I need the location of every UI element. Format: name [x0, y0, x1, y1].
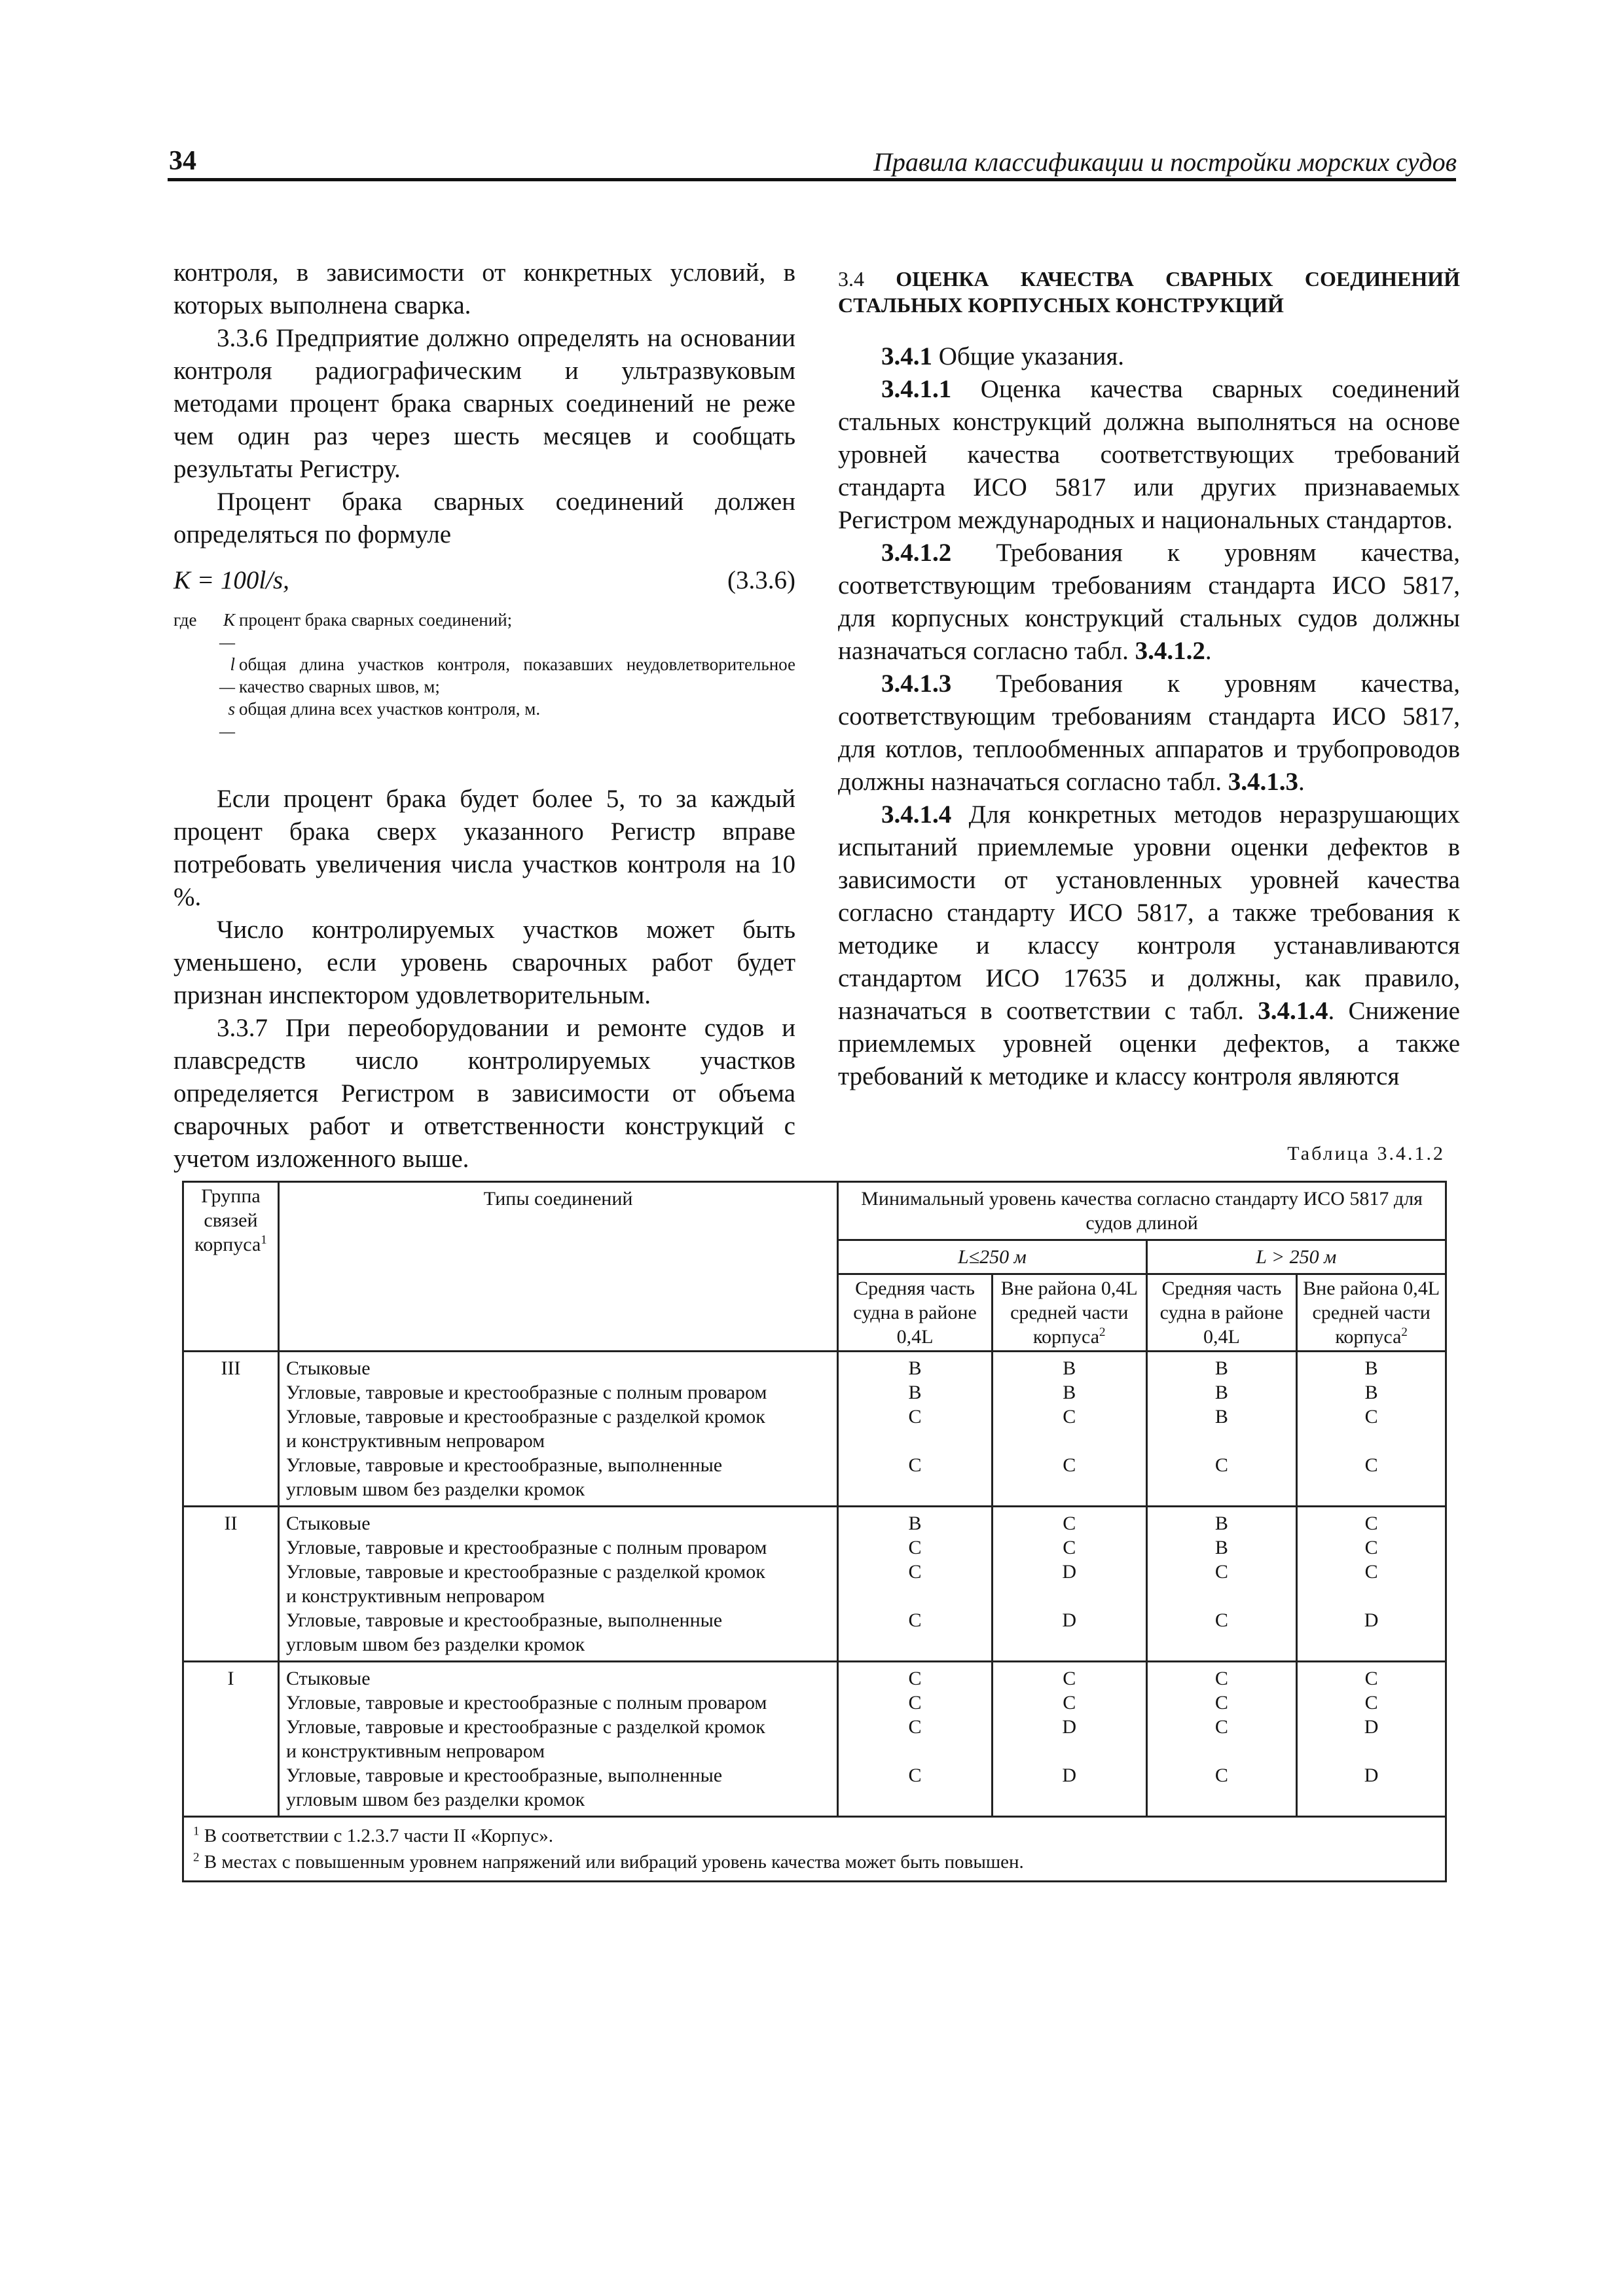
- paragraph: [173, 783, 795, 914]
- clause-number: 3.4.1: [881, 342, 932, 370]
- quality-cell: C C D D: [1297, 1662, 1446, 1817]
- paragraph-text: Предприятие должно определять на основании контроля радиографическим и ультразвуковым методами процент брака сварных соединений не реже чем один раз через шесть месяцев и сообщать результаты Регистру.: [173, 324, 795, 483]
- header-midship: Средняя часть судна в районе 0,4L: [1146, 1274, 1297, 1352]
- paragraph-3-3-6: [173, 322, 795, 486]
- header-outside: Вне района 0,4L средней части корпуса$^2$: [992, 1274, 1146, 1352]
- section-title: [838, 266, 1460, 318]
- clause-number: 3.3.7: [217, 1014, 268, 1042]
- quality-cell: B C C C: [838, 1507, 993, 1662]
- header-min-quality: Минимальный уровень качества согласно стандарту ИСО 5817 для судов длиной: [838, 1182, 1446, 1240]
- section-number: 3.4: [838, 267, 864, 291]
- table-header-row: [183, 1182, 1446, 1240]
- paragraph-3-3-7: [173, 1012, 795, 1175]
- paragraph-3-4-1-2: 3.4.1.2 Требования к уровням качества, соответствующим требованиям стандарта ИСО 5817, для корпусных конструкций стальных судов должны назначаться согласно табл. 3.4.1.2.: [838, 539, 1460, 665]
- paragraph-text: Число контролируемых участков может быть уменьшено, если уровень сварочных работ будет признан инспектором удовлетворительным.: [173, 916, 795, 1009]
- legend-symbol: K —: [219, 610, 235, 652]
- joint-types: Стыковые Угловые, тавровые и крестообразные с полным проваром Угловые, тавровые и крестообразные с разделкой кромок и конструктивным непроваром Угловые, тавровые и крестообразные, выполненные угловым швом без разделки кромок: [278, 1352, 837, 1507]
- header-midship: Средняя часть судна в районе 0,4L: [838, 1274, 993, 1352]
- legend-text: общая длина участков контроля, показавших неудовлетворительное качество сварных швов, м;: [239, 655, 795, 696]
- paragraph-text: Требования к уровням качества, соответствующим требованиям стандарта ИСО 5817, для корпусных конструкций стальных судов должны назначаться согласно табл.: [838, 539, 1460, 665]
- header-rule: [168, 178, 1456, 181]
- legend-text: общая длина всех участков контроля, м.: [239, 699, 541, 719]
- paragraph-text: Если процент брака будет более 5, то за каждый процент брака сверх указанного Регистр вправе потребовать увеличения числа участков контроля на 10 %.: [173, 785, 795, 911]
- table-reference: 3.4.1.4: [1258, 997, 1328, 1025]
- group-name: III: [183, 1352, 279, 1507]
- quality-cell: B B C C: [992, 1352, 1146, 1507]
- group-name: II: [183, 1507, 279, 1662]
- quality-cell: B B C C: [1146, 1507, 1297, 1662]
- paragraph-text: Процент брака сварных соединений должен определяться по формуле: [173, 488, 795, 548]
- quality-cell: B B C C: [838, 1352, 993, 1507]
- paragraph-text: контроля, в зависимости от конкретных условий, в которых выполнена сварка.: [173, 259, 795, 319]
- formula: [173, 564, 795, 597]
- legend-row: [173, 653, 795, 698]
- paragraph: [173, 257, 795, 322]
- section-title-text: ОЦЕНКА КАЧЕСТВА СВАРНЫХ СОЕДИНЕНИЙ СТАЛЬНЫХ КОРПУСНЫХ КОНСТРУКЦИЙ: [838, 267, 1460, 317]
- paragraph-3-4-1-3: 3.4.1.3 Требования к уровням качества, соответствующим требованиям стандарта ИСО 5817, для котлов, теплообменных аппаратов и трубопроводов должны назначаться согласно табл. 3.4.1.3.: [838, 670, 1460, 796]
- left-column: [173, 257, 795, 1175]
- header-types: Типы соединений: [278, 1182, 837, 1352]
- quality-cell: B B C C: [1297, 1352, 1446, 1507]
- header-length-le-250: L≤250 м: [838, 1240, 1146, 1274]
- table-reference: 3.4.1.3: [1228, 768, 1298, 796]
- legend-symbol: l —: [219, 655, 235, 696]
- table-footnotes-row: [183, 1817, 1446, 1882]
- legend-label: где: [173, 610, 197, 630]
- header-group: Группа связей корпуса$^1$: [183, 1182, 279, 1352]
- joint-types: Стыковые Угловые, тавровые и крестообразные с полным проваром Угловые, тавровые и крестообразные с разделкой кромок и конструктивным непроваром Угловые, тавровые и крестообразные, выполненные угловым швом без разделки кромок: [278, 1507, 837, 1662]
- quality-cell: C C D D: [992, 1662, 1146, 1817]
- paragraph-text: При переоборудовании и ремонте судов и плавсредств число контролируемых участков определяется Регистром в зависимости от объема сварочных работ и ответственности конструкций с учетом изложенного выше.: [173, 1014, 795, 1173]
- right-column: [838, 257, 1460, 1093]
- paragraph-text: Общие указания.: [932, 342, 1125, 370]
- table-row: [183, 1352, 1446, 1507]
- legend-symbol: s —: [219, 699, 235, 741]
- footnote: $^2$ В местах с повышенным уровнем напряжений или вибраций уровень качества может быть повышен.: [193, 1850, 1024, 1873]
- clause-number: 3.4.1.2: [881, 539, 952, 567]
- running-title: Правила классификации и постройки морских судов: [873, 147, 1457, 177]
- clause-number: 3.4.1.4: [881, 800, 952, 829]
- paragraph-text: Оценка качества сварных соединений стальных конструкций должна выполняться на основе уровней качества соответствующих требований стандарта ИСО 5817 или других признаваемых Регистром международных и национальных стандартов.: [838, 375, 1460, 534]
- table-row: [183, 1507, 1446, 1662]
- legend-text: процент брака сварных соединений;: [239, 610, 513, 630]
- weld-quality-table: [182, 1181, 1447, 1882]
- paragraph: [173, 486, 795, 551]
- quality-cell: C C C D: [1297, 1507, 1446, 1662]
- formula-expression: K = 100l/s,: [173, 566, 289, 594]
- clause-number: 3.4.1.3: [881, 670, 952, 698]
- header-length-gt-250: L > 250 м: [1146, 1240, 1446, 1274]
- paragraph: [173, 914, 795, 1012]
- paragraph-text: Для конкретных методов неразрушающих испытаний приемлемые уровни оценки дефектов в зависимости от установленных уровней качества согласно стандарту ИСО 5817, а также требования к методике и классу контроля устанавливаются стандартом ИСО 17635 и должны, как правило, назначаться в соответствии с табл.: [838, 800, 1460, 1025]
- clause-number: 3.3.6: [217, 324, 268, 352]
- quality-cell: C C D D: [992, 1507, 1146, 1662]
- footnote: $^1$ В соответствии с 1.2.3.7 части II «Корпус».: [193, 1824, 553, 1846]
- table-row: [183, 1662, 1446, 1817]
- table-label: Таблица 3.4.1.2: [1287, 1143, 1445, 1164]
- group-name: I: [183, 1662, 279, 1817]
- clause-number: 3.4.1.1: [881, 375, 952, 403]
- subsection-heading: [838, 340, 1460, 373]
- page-number: 34: [169, 146, 196, 176]
- header-outside: Вне района 0,4L средней части корпуса$^2$: [1297, 1274, 1446, 1352]
- joint-types: Стыковые Угловые, тавровые и крестообразные с полным проваром Угловые, тавровые и крестообразные с разделкой кромок и конструктивным непроваром Угловые, тавровые и крестообразные, выполненные угловым швом без разделки кромок: [278, 1662, 837, 1817]
- paragraph-3-4-1-4: 3.4.1.4 Для конкретных методов неразрушающих испытаний приемлемые уровни оценки дефектов в зависимости от установленных уровней качества согласно стандарту ИСО 5817, а также требования к методике и классу контроля устанавливаются стандартом ИСО 17635 и должны, как правило, назначаться в соответствии с табл. 3.4.1.4. Снижение приемлемых уровней оценки дефектов, а также требований к методике и классу контроля являются: [838, 800, 1460, 1090]
- legend-row: [173, 609, 795, 653]
- paragraph-3-4-1-1: [838, 373, 1460, 537]
- legend-row: [173, 698, 795, 742]
- quality-cell: C C C C: [1146, 1662, 1297, 1817]
- quality-cell: B B B C: [1146, 1352, 1297, 1507]
- formula-number: (3.3.6): [727, 566, 795, 594]
- quality-cell: C C C C: [838, 1662, 993, 1817]
- paragraph-text: Требования к уровням качества, соответствующим требованиям стандарта ИСО 5817, для котлов, теплообменных аппаратов и трубопроводов должны назначаться согласно табл.: [838, 670, 1460, 796]
- formula-legend: [173, 609, 795, 742]
- table-reference: 3.4.1.2: [1135, 637, 1205, 665]
- table-footnotes: [183, 1817, 1446, 1882]
